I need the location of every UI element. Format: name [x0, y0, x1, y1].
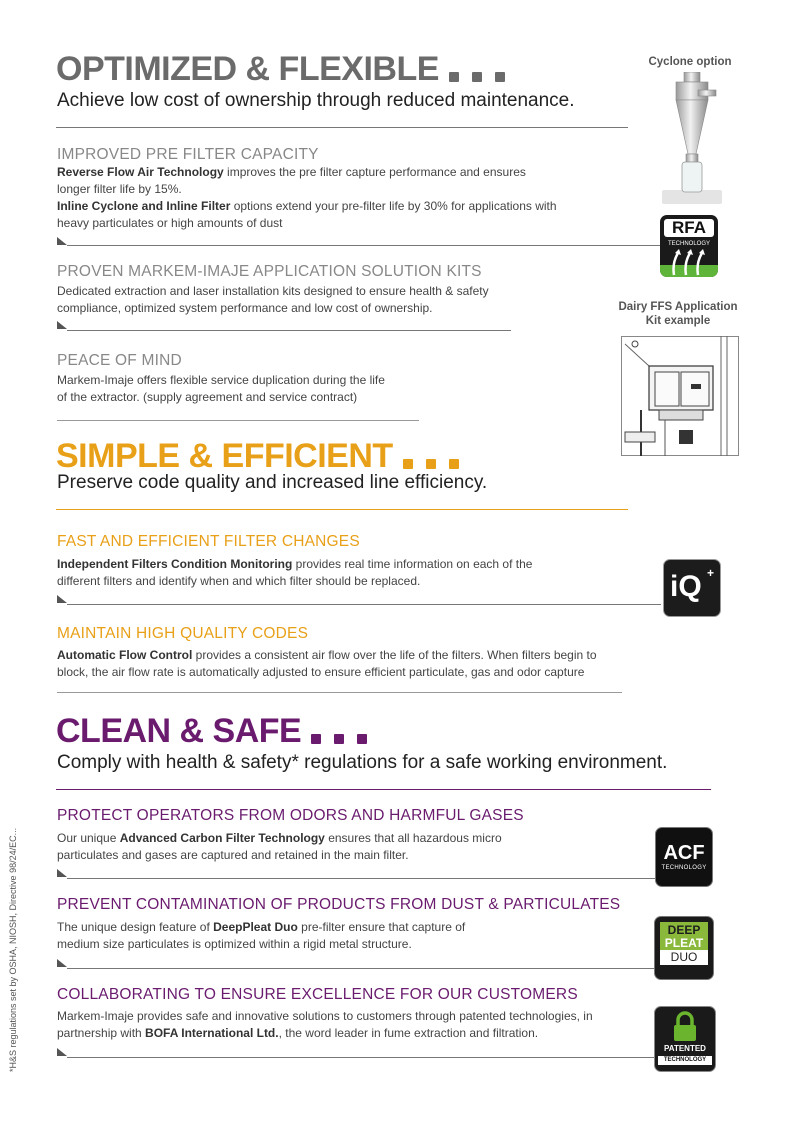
deeppleat-badge-l2: PLEAT	[660, 937, 708, 950]
divider	[56, 127, 628, 128]
divider	[67, 330, 511, 331]
iq-badge-label: iQ	[670, 570, 702, 603]
text-prevent-contamination: The unique design feature of DeepPleat Duo pre-filter ensure that capture of medium size particulates is optimized within a rigid metal structure.	[57, 920, 466, 951]
section-clean-subtitle: Comply with health & safety* regulations for a safe working environment.	[57, 752, 668, 773]
text-collaborating: Markem-Imaje provides safe and innovative solutions to customers through patented technologies, in partnership with BOFA International Ltd., the word leader in fume extraction and filtration.	[57, 1009, 593, 1040]
section-simple-title: SIMPLE & EFFICIENT	[56, 437, 472, 478]
section-simple-subtitle: Preserve code quality and increased line efficiency.	[57, 472, 488, 493]
heading-protect-operators: PROTECT OPERATORS FROM ODORS AND HARMFUL GASES	[57, 807, 524, 824]
triangle-marker	[57, 959, 67, 967]
footnote-vertical: *H&S regulations set by OSHA, NIOSH, Directive 98/24/EC...	[8, 827, 18, 1072]
acf-badge-sub: TECHNOLOGY	[661, 865, 707, 871]
divider	[67, 1057, 655, 1058]
lock-icon	[655, 1011, 715, 1043]
text-solution-kits: Dedicated extraction and laser installation kits designed to ensure health & safety compliance, optimized system performance and low cost of ownership.	[57, 284, 489, 315]
decorative-dots	[449, 52, 518, 91]
heading-filter-changes: FAST AND EFFICIENT FILTER CHANGES	[57, 533, 360, 550]
cyclone-image	[662, 72, 722, 204]
divider	[67, 878, 655, 879]
triangle-marker	[57, 1048, 67, 1056]
heading-prevent-contamination: PREVENT CONTAMINATION OF PRODUCTS FROM DUST & PARTICULATES	[57, 896, 621, 913]
text-filter-changes: Independent Filters Condition Monitoring provides real time information on each of the different filters and identify when and which filter should be replaced.	[57, 557, 533, 588]
airflow-arrows-icon	[660, 247, 718, 277]
triangle-marker	[57, 321, 67, 329]
heading-quality-codes: MAINTAIN HIGH QUALITY CODES	[57, 625, 309, 642]
rfa-badge-label: RFA	[664, 219, 714, 237]
heading-prefilter-capacity: IMPROVED PRE FILTER CAPACITY	[57, 146, 319, 163]
caption-cyclone: Cyclone option	[648, 56, 732, 68]
triangle-marker	[57, 869, 67, 877]
text-peace-of-mind: Markem-Imaje offers flexible service duplication during the life of the extractor. (supply agreement and service contract)	[57, 373, 385, 404]
divider	[67, 245, 661, 246]
patented-technology-badge	[654, 1006, 716, 1072]
patented-badge-l2: TECHNOLOGY	[658, 1056, 712, 1065]
rfa-badge-sub: TECHNOLOGY	[667, 241, 710, 247]
decorative-dots	[311, 714, 380, 753]
text-quality-codes: Automatic Flow Control provides a consistent air flow over the life of the filters. When filters begin to block, the air flow rate is automatically adjusted to ensure efficient particulate, gas and odor capture	[57, 648, 597, 679]
heading-solution-kits: PROVEN MARKEM-IMAJE APPLICATION SOLUTION KITS	[57, 263, 482, 280]
divider	[56, 789, 711, 790]
section-optimized-title: OPTIMIZED & FLEXIBLE	[56, 50, 518, 91]
text-protect-operators: Our unique Advanced Carbon Filter Technology ensures that all hazardous micro particulates and gases are captured and retained in the main filter.	[57, 831, 502, 862]
acf-badge-label: ACF	[660, 842, 708, 864]
triangle-marker	[57, 237, 67, 245]
dairy-kit-image	[621, 336, 739, 456]
heading-collaborating: COLLABORATING TO ENSURE EXCELLENCE FOR OUR CUSTOMERS	[57, 986, 578, 1003]
divider	[56, 509, 628, 510]
section-clean-title: CLEAN & SAFE	[56, 712, 380, 753]
iq-badge	[663, 559, 721, 617]
caption-dairy: Dairy FFS Application Kit example	[618, 301, 738, 327]
deeppleat-badge-l1: DEEP	[660, 922, 708, 937]
heading-peace-of-mind: PEACE OF MIND	[57, 352, 182, 369]
triangle-marker	[57, 595, 67, 603]
divider	[57, 420, 419, 421]
acf-technology-badge	[655, 827, 713, 887]
deeppleat-badge-l3: DUO	[660, 950, 708, 965]
deeppleat-duo-badge	[654, 916, 714, 980]
text-prefilter-capacity: Reverse Flow Air Technology improves the pre filter capture performance and ensures longer filter life by 15%. Inline Cyclone and Inline Filter options extend your pre-filter life by 30% for applications with heavy particulates or high amounts of dust	[57, 165, 557, 230]
patented-badge-l1: PATENTED	[664, 1044, 706, 1053]
divider	[67, 968, 655, 969]
divider	[57, 692, 622, 693]
section-optimized-subtitle: Achieve low cost of ownership through reduced maintenance.	[57, 90, 575, 111]
divider	[67, 604, 661, 605]
iq-badge-sup: +	[707, 566, 715, 580]
rfa-technology-badge	[660, 215, 718, 277]
